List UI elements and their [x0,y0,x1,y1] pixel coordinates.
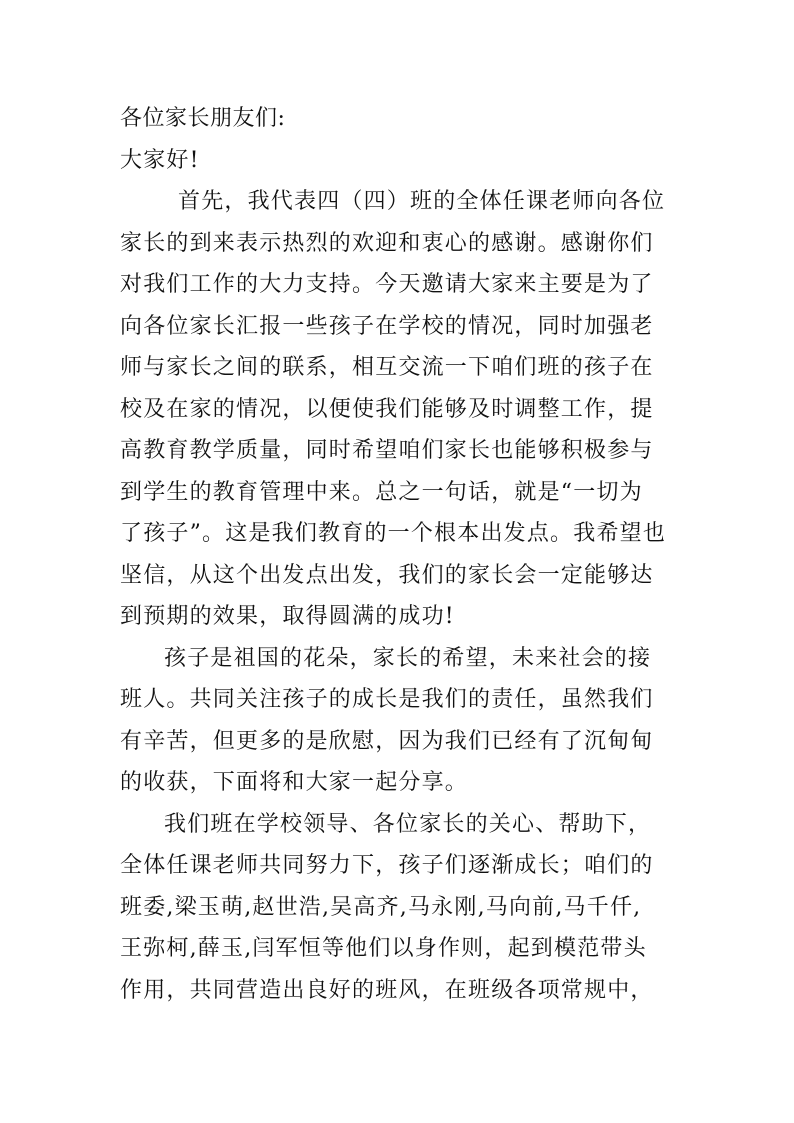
paragraph-line: 我们班在学校领导、各位家长的关心、帮助下， [164,811,652,837]
paragraph-welcome [120,181,685,638]
paragraph-line: 到预期的效果，取得圆满的成功! [120,604,455,629]
paragraph-line: 到学生的教育管理中来。总之一句话，就是“一切为 [120,479,643,505]
paragraph-line: 孩子是祖国的花朵，家长的希望，未来社会的接 [164,645,652,671]
paragraph-line: 的收获，下面将和大家一起分享。 [120,770,469,795]
paragraph-children [120,638,685,804]
paragraph-line: 作用，共同营造出良好的班风，在班级各项常规中， [120,977,654,1003]
paragraph-line: 对我们工作的大力支持。今天邀请大家来主要是为了 [120,272,654,297]
paragraph-line: 王弥柯,薛玉,闫军恒等他们以身作则，起到模范带头 [120,936,647,961]
salutation-line: 各位家长朋友们: [120,106,286,131]
paragraph-class-progress [120,804,685,1012]
paragraph-line: 坚信，从这个出发点出发，我们的家长会一定能够达 [120,562,654,588]
paragraph-line: 了孩子”。这是我们教育的一个根本出发点。我希望也 [120,521,667,546]
paragraph-line: 全体任课老师共同努力下，孩子们逐渐成长；咱们的 [120,853,654,878]
paragraph-line: 家长的到来表示热烈的欢迎和衷心的感谢。感谢你们 [120,230,654,256]
paragraph-line: 有辛苦，但更多的是欣慰，因为我们已经有了沉甸甸 [120,728,654,754]
paragraph-line: 首先，我代表四（四）班的全体任课老师向各位 [178,189,666,214]
greeting-line: 大家好! [120,147,200,173]
paragraph-line: 班委,梁玉萌,赵世浩,吴高齐,马永刚,马向前,马千仟, [120,894,642,920]
paragraph-line: 师与家长之间的联系，相互交流一下咱们班的孩子在 [120,355,654,380]
paragraph-line: 向各位家长汇报一些孩子在学校的情况，同时加强老 [120,313,654,339]
paragraph-line: 校及在家的情况，以便使我们能够及时调整工作，提 [120,396,654,422]
letter-body [120,98,685,1011]
paragraph-line: 高教育教学质量，同时希望咱们家长也能够积极参与 [120,438,654,463]
paragraph-line: 班人。共同关注孩子的成长是我们的责任，虽然我们 [120,687,654,712]
